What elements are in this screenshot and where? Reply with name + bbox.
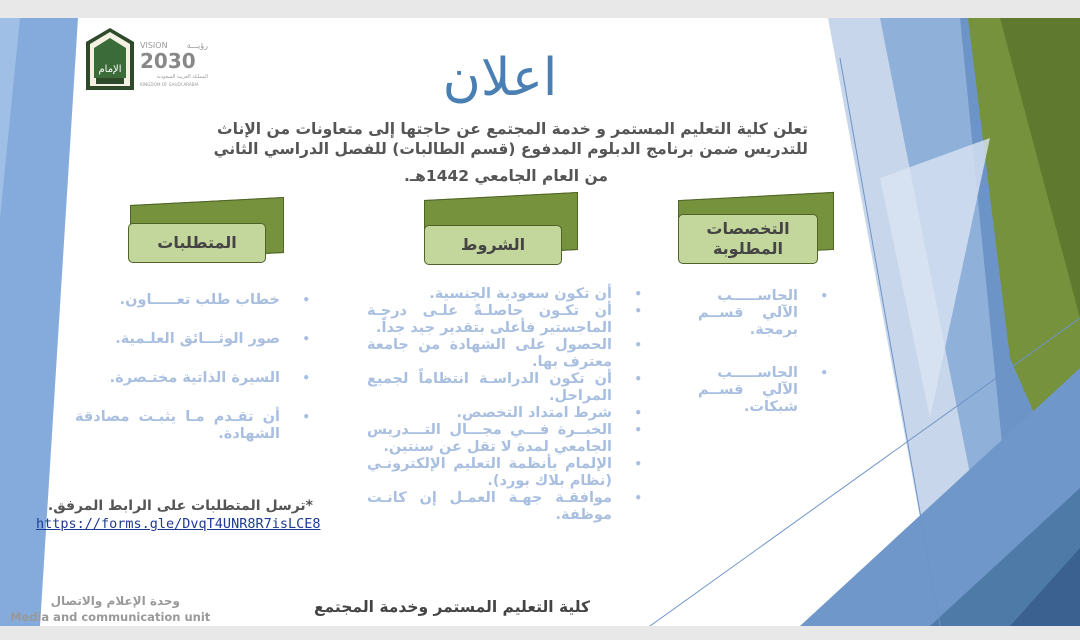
list-item: • صور الوثـــائق العلـمية. [115, 331, 310, 347]
bullet-icon: • [634, 372, 642, 386]
list-item: • الإلمام بأنظمة التعليم الإلكترونـي (نظام بلاك بورد). [367, 456, 642, 489]
bullet-icon: • [634, 491, 642, 505]
svg-text:VISION: VISION [140, 41, 168, 50]
conditions-list [367, 286, 642, 524]
bullet-icon: • [634, 304, 642, 318]
submission-note: *ترسل المتطلبات على الرابط المرفق. [47, 498, 313, 514]
form-link[interactable]: https://forms.gle/DvqT4UNR8R7isLCE8 [36, 516, 321, 532]
university-logo [86, 28, 134, 90]
footer-unit-english: Media and communication unit [10, 610, 211, 624]
left-blue-band [0, 18, 78, 626]
list-item: • أن تكون الدراسـة انتظاماً لجميع المراحل. [367, 371, 642, 404]
bullet-icon: • [820, 289, 828, 303]
svg-text:رؤيـــة: رؤيـــة [186, 41, 208, 50]
slide [0, 18, 1080, 626]
list-item: • الحاســـــب الآلي قســم برمجة. [698, 288, 828, 338]
bullet-icon: • [302, 293, 310, 307]
conditions-header: الشروط [424, 225, 562, 265]
intro-line-2: للتدريس ضمن برنامج الدبلوم المدفوع (قسم الطالبات) للفصل الدراسي الثاني [213, 140, 808, 158]
footer-unit-arabic: وحدة الإعلام والاتصال [50, 594, 180, 608]
vision-2030-logo [140, 38, 210, 90]
requirements-header: المتطلبات [128, 223, 266, 263]
svg-text:KINGDOM OF SAUDI ARABIA: KINGDOM OF SAUDI ARABIA [140, 82, 199, 87]
bullet-icon: • [302, 410, 310, 424]
bullet-icon: • [634, 338, 642, 352]
svg-text:2030: 2030 [140, 49, 196, 73]
list-item: • أن تكون سعودية الجنسية. [429, 286, 642, 302]
list-item: • خطاب طلب تعـــــاون. [119, 292, 310, 308]
svg-text:المملكة العربية السعودية: المملكة العربية السعودية [156, 74, 208, 80]
bullet-icon: • [302, 371, 310, 385]
bullet-icon: • [634, 423, 642, 437]
bullet-icon: • [820, 366, 828, 380]
svg-text:الإمام: الإمام [98, 64, 122, 75]
list-item: • الخبــرة فـــي مجـــال التـــدريس الجامعي لمدة لا تقل عن سنتين. [367, 422, 642, 455]
specializations-list [698, 288, 828, 442]
requirements-list [75, 292, 310, 465]
list-item: • موافقـة جهـة العمـل إن كانـت موظفة. [367, 490, 642, 523]
list-item: • أن تقـدم مـا يثبـت مصادقة الشهادة. [75, 409, 310, 442]
intro-line-3: من العام الجامعي 1442هـ. [403, 167, 608, 185]
page-title: اعلان [442, 48, 558, 108]
list-item: • الحصول على الشهادة من جامعة معترف بها. [367, 337, 642, 370]
bullet-icon: • [634, 457, 642, 471]
bullet-icon: • [634, 287, 642, 301]
bullet-icon: • [302, 332, 310, 346]
list-item: • شرط امتداد التخصص. [456, 405, 642, 421]
bullet-icon: • [634, 406, 642, 420]
footer-college-name: كلية التعليم المستمر وخدمة المجتمع [313, 598, 591, 616]
intro-line-1: تعلن كلية التعليم المستمر و خدمة المجتمع عن حاجتها إلى متعاونات من الإناث [217, 120, 808, 138]
specializations-header: التخصصات المطلوبة [678, 214, 818, 264]
list-item: • أن تكـون حاصلـةً علـى درجـة الماجستير فأعلى بتقدير جيد جداً. [367, 303, 642, 336]
list-item: • السيرة الذاتية مختـصرة. [109, 370, 310, 386]
list-item: • الحاســـــب الآلي قســم شبكات. [698, 365, 828, 415]
